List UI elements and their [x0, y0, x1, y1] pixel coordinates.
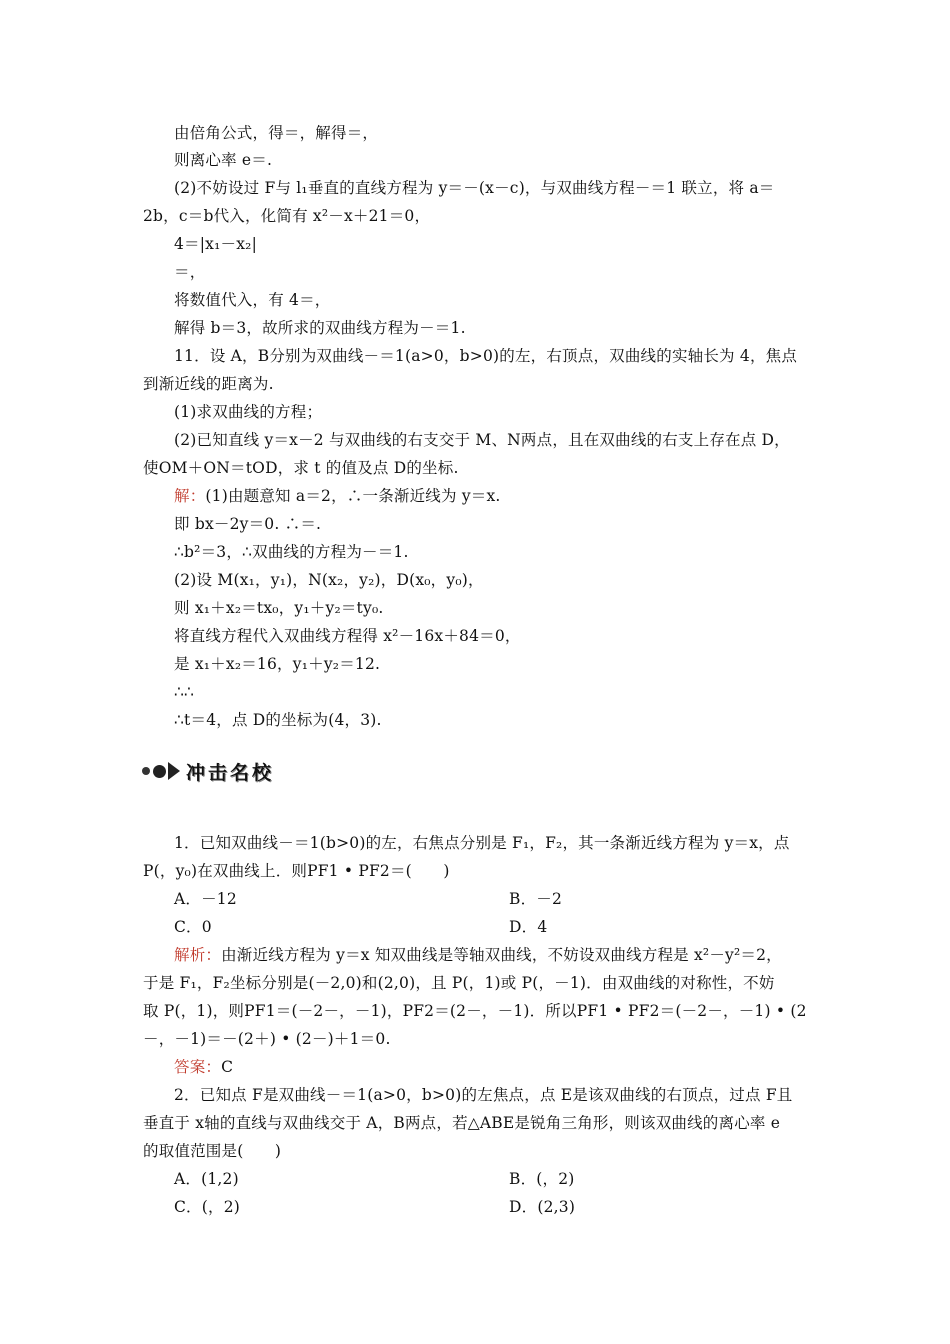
- solution-text: (1)由题意知 a＝2，∴一条渐近线为 y＝x.: [205, 487, 501, 505]
- option-d: D．(2,3): [509, 1198, 576, 1216]
- question-2-stem: 2．已知点 F是双曲线－＝1(a>0，b>0)的左焦点，点 E是该双曲线的右顶点，过点 F且: [174, 1086, 793, 1104]
- option-b: B．－2: [509, 890, 563, 908]
- text-line: 到渐近线的距离为.: [143, 375, 274, 393]
- text-line: 将数值代入，有 4＝，: [174, 291, 331, 309]
- solution-text: 由渐近线方程为 y＝x 知双曲线是等轴双曲线，不妨设双曲线方程是 x²－y²＝2，: [221, 946, 782, 964]
- text-line: 的取值范围是( ): [143, 1142, 282, 1160]
- question-1-stem: 1．已知双曲线－＝1(b>0)的左，右焦点分别是 F₁，F₂，其一条渐近线方程为 y＝x，点: [174, 834, 790, 852]
- answer-label: 答案：: [174, 1058, 222, 1076]
- bullet-dot-icon: [153, 765, 166, 778]
- text-line: 即 bx－2y＝0. ∴＝.: [174, 515, 322, 533]
- option-c: C．0: [174, 918, 212, 936]
- text-line: (2)已知直线 y＝x－2 与双曲线的右支交于 M、N两点，且在双曲线的右支上存在点 D，: [174, 431, 790, 449]
- text-line: ∴t＝4，点 D的坐标为(4，3).: [174, 711, 382, 729]
- arrow-right-icon: [168, 762, 180, 780]
- option-a: A．(1,2): [174, 1170, 239, 1188]
- section-title: 冲击名校: [186, 761, 275, 784]
- text-line: ∴b²＝3，∴双曲线的方程为－＝1.: [174, 543, 409, 561]
- section-banner: [142, 758, 274, 784]
- text-line: (2)不妨设过 F与 l₁垂直的直线方程为 y＝－(x－c)，与双曲线方程－＝1 联立，将 a＝: [174, 179, 775, 197]
- bullet-dot-icon: [142, 767, 150, 775]
- text-line: 4＝|x₁－x₂|: [174, 235, 258, 253]
- text-line: －，－1)＝－(2＋) • (2－)＋1＝0.: [143, 1030, 391, 1048]
- text-line: 2b，c＝b代入，化简有 x²－x＋21＝0，: [143, 207, 431, 225]
- text-line: P(，y₀)在双曲线上．则PF1 • PF2＝( ): [143, 862, 450, 880]
- text-line: 将直线方程代入双曲线方程得 x²－16x＋84＝0，: [174, 627, 521, 645]
- text-line: 使OM＋ON＝tOD，求 t 的值及点 D的坐标.: [143, 459, 459, 477]
- solution-line: [174, 486, 844, 506]
- option-b: B．(，2): [509, 1170, 575, 1188]
- answer-line: [174, 1057, 844, 1077]
- option-d: D．4: [509, 918, 548, 936]
- text-line: 则离心率 e＝.: [174, 151, 273, 169]
- option-c: C．(，2): [174, 1198, 241, 1216]
- solution-label: 解：: [174, 487, 206, 505]
- text-line: 解得 b＝3，故所求的双曲线方程为－＝1.: [174, 319, 466, 337]
- text-line: 由倍角公式，得＝，解得＝，: [174, 124, 379, 142]
- solution-line: [174, 945, 844, 965]
- text-line: 取 P(，1)，则PF1＝(－2－，－1)，PF2＝(2－，－1)．所以PF1 • PF2＝(－2－，－1) • (2: [143, 1002, 807, 1020]
- option-a: A．－12: [174, 890, 237, 908]
- text-line: (1)求双曲线的方程；: [174, 403, 323, 421]
- question-11-stem: 11．设 A，B分别为双曲线－＝1(a>0，b>0)的左，右顶点，双曲线的实轴长为 4，焦点: [174, 347, 798, 365]
- text-line: ∴∴: [174, 683, 195, 701]
- text-line: 是 x₁＋x₂＝16，y₁＋y₂＝12.: [174, 655, 381, 673]
- text-line: ＝，: [174, 263, 206, 281]
- text-line: 则 x₁＋x₂＝tx₀，y₁＋y₂＝ty₀.: [174, 599, 384, 617]
- analysis-label: 解析：: [174, 946, 222, 964]
- text-line: 于是 F₁，F₂坐标分别是(－2,0)和(2,0)，且 P(，1)或 P(，－1)．由双曲线的对称性，不妨: [143, 974, 775, 992]
- answer-value: C: [221, 1058, 234, 1076]
- text-line: 垂直于 x轴的直线与双曲线交于 A，B两点，若△ABE是锐角三角形，则该双曲线的离心率 e: [143, 1114, 781, 1132]
- text-line: (2)设 M(x₁，y₁)，N(x₂，y₂)，D(x₀，y₀)，: [174, 571, 484, 589]
